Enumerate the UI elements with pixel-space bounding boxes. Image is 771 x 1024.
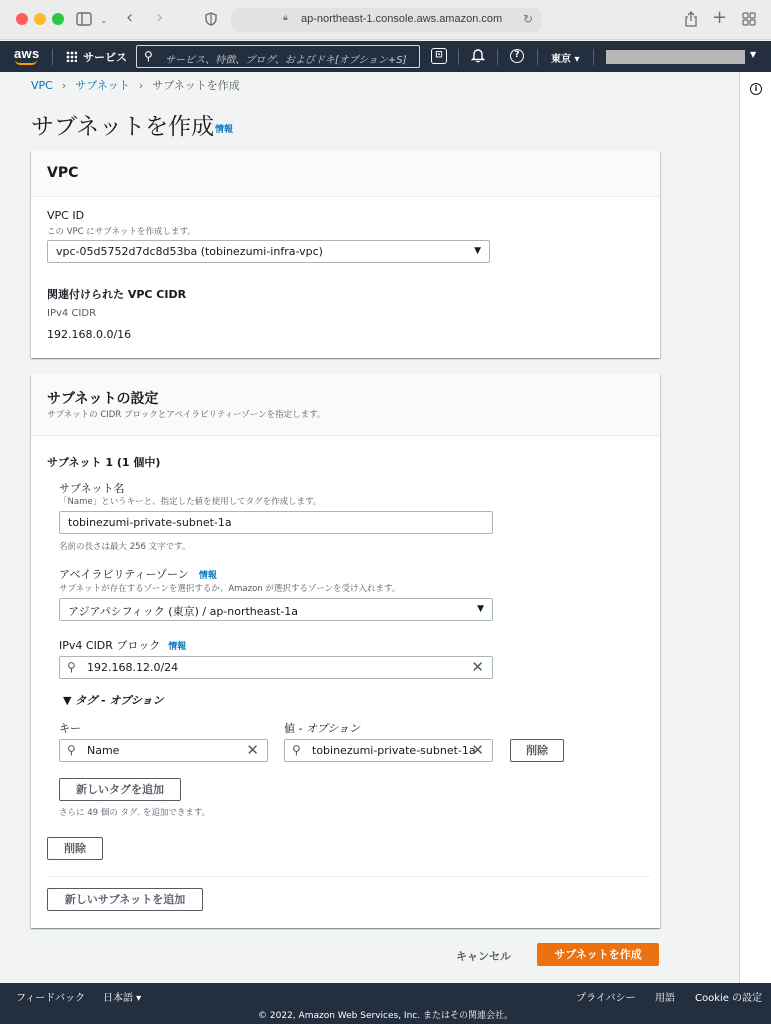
- divider: [47, 876, 650, 877]
- subnet-panel-description: サブネットの CIDR ブロックとアベイラビリティーゾーンを指定します。: [47, 410, 326, 420]
- vpc-id-label: VPC ID: [47, 209, 85, 222]
- page-title: サブネットを作成: [31, 114, 215, 140]
- subnet-name-hint: 名前の長さは最大 256 文字です。: [59, 542, 191, 552]
- vpc-panel: [31, 151, 660, 358]
- vpc-panel-title: VPC: [47, 165, 79, 181]
- search-icon: ⚲: [67, 660, 76, 674]
- tabs-overview-icon[interactable]: [742, 12, 756, 29]
- subnet-1-heading: サブネット 1 (1 個中): [47, 456, 161, 469]
- new-tab-icon[interactable]: +: [712, 7, 728, 28]
- remove-subnet-button[interactable]: 削除: [47, 837, 103, 860]
- aws-logo[interactable]: aws: [14, 46, 40, 61]
- vpc-id-value: vpc-05d5752d7dc8d53ba (tobinezumi-infra-vpc): [56, 245, 323, 258]
- url-text: ap-northeast-1.console.aws.amazon.com: [301, 13, 503, 25]
- page-info-link[interactable]: 情報: [215, 125, 234, 135]
- close-icon[interactable]: ✕: [471, 741, 484, 759]
- address-bar[interactable]: [231, 8, 541, 32]
- tag-key-value: Name: [87, 744, 120, 757]
- help-panel-rail: [739, 72, 771, 983]
- forward-icon[interactable]: ›: [156, 7, 164, 28]
- minimize-window-button[interactable]: [34, 13, 46, 25]
- tag-key-input[interactable]: [59, 739, 268, 762]
- breadcrumb: [31, 77, 240, 93]
- breadcrumb-current: サブネットを作成: [152, 79, 240, 92]
- search-icon: ⚲: [144, 49, 153, 63]
- add-subnet-button[interactable]: 新しいサブネットを追加: [47, 888, 203, 911]
- nav-search-input[interactable]: [136, 45, 420, 68]
- copyright: © 2022, Amazon Web Services, Inc. またはその関連会社。: [258, 1011, 513, 1021]
- close-icon[interactable]: ✕: [246, 741, 259, 759]
- cidr-block-label: IPv4 CIDR ブロック 情報: [59, 639, 187, 652]
- zoom-window-button[interactable]: [52, 13, 64, 25]
- nav-divider: [52, 49, 53, 65]
- cidr-info-link[interactable]: 情報: [168, 642, 187, 652]
- breadcrumb-vpc[interactable]: VPC: [31, 79, 53, 92]
- nav-divider: [537, 49, 538, 65]
- nav-divider: [458, 49, 459, 65]
- vpc-cidr-heading: 関連付けられた VPC CIDR: [47, 288, 187, 301]
- az-description: サブネットが存在するゾーンを選択するか、Amazon が選択するゾーンを受け入れます。: [59, 584, 401, 594]
- caret-down-icon: ▼: [474, 246, 481, 256]
- help-icon[interactable]: ?: [510, 49, 524, 63]
- chevron-down-icon[interactable]: ⌄: [100, 16, 108, 26]
- subnet-panel-header: [31, 374, 660, 436]
- tag-value-label: 値 - オプション: [284, 722, 360, 735]
- remove-tag-button[interactable]: 削除: [510, 739, 564, 762]
- chevron-right-icon: ›: [138, 79, 144, 92]
- shield-icon[interactable]: [205, 12, 217, 29]
- vpc-id-description: この VPC にサブネットを作成します。: [47, 227, 196, 237]
- ipv4-cidr-label: IPv4 CIDR: [47, 308, 97, 319]
- add-tag-button[interactable]: 新しいタグを追加: [59, 778, 181, 801]
- search-icon: ⚲: [292, 743, 301, 757]
- lock-icon: 🔒︎: [283, 13, 288, 23]
- close-window-button[interactable]: [16, 13, 28, 25]
- search-icon: ⚲: [67, 743, 76, 757]
- az-info-link[interactable]: 情報: [198, 571, 217, 581]
- tag-value-value: tobinezumi-private-subnet-1a: [312, 744, 476, 757]
- cancel-button[interactable]: キャンセル: [456, 950, 511, 963]
- account-menu[interactable]: [606, 50, 745, 64]
- cloudshell-icon[interactable]: ⊡: [431, 48, 447, 64]
- tags-toggle[interactable]: ▼ タグ - オプション: [63, 694, 164, 707]
- subnet-name-input[interactable]: [59, 511, 493, 534]
- info-icon[interactable]: i: [750, 83, 762, 95]
- cidr-block-input[interactable]: [59, 656, 493, 679]
- subnet-name-value: tobinezumi-private-subnet-1a: [68, 516, 232, 529]
- sidebar-icon[interactable]: [76, 12, 92, 29]
- nav-divider: [497, 49, 498, 65]
- tag-hint: さらに 49 個の タグ. を追加できます。: [59, 808, 211, 818]
- subnet-settings-panel: [31, 374, 660, 928]
- az-value: アジアパシフィック (東京) / ap-northeast-1a: [68, 605, 299, 618]
- services-label: サービス: [83, 51, 127, 64]
- ipv4-cidr-value: 192.168.0.0/16: [47, 328, 132, 341]
- caret-down-icon: ▼: [477, 604, 484, 614]
- close-icon[interactable]: ✕: [471, 658, 484, 676]
- browser-toolbar: [0, 0, 771, 40]
- grid-icon: [66, 51, 77, 62]
- cookie-settings-link[interactable]: Cookie の設定: [695, 993, 763, 1004]
- az-label: アベイラビリティーゾーン 情報: [59, 568, 217, 581]
- create-subnet-button[interactable]: サブネットを作成: [537, 943, 659, 966]
- language-selector[interactable]: 日本語 ▾: [103, 993, 142, 1004]
- terms-link[interactable]: 用語: [655, 993, 675, 1004]
- tag-value-input[interactable]: [284, 739, 493, 762]
- privacy-link[interactable]: プライバシー: [576, 993, 636, 1004]
- feedback-link[interactable]: フィードバック: [16, 993, 85, 1004]
- services-menu[interactable]: [66, 49, 127, 65]
- az-select[interactable]: [59, 598, 493, 621]
- tag-key-label: キー: [59, 722, 81, 735]
- aws-smile-icon: [15, 60, 37, 65]
- subnet-name-description: 「Name」というキーと、指定した値を使用してタグを作成します。: [59, 497, 322, 507]
- caret-down-icon[interactable]: ▼: [750, 50, 757, 59]
- vpc-panel-header: [31, 151, 660, 197]
- share-icon[interactable]: [684, 11, 698, 30]
- bell-icon[interactable]: [471, 48, 485, 68]
- reload-icon[interactable]: ↻: [522, 12, 533, 26]
- region-selector[interactable]: 東京 ▾: [551, 54, 580, 65]
- breadcrumb-subnets[interactable]: サブネット: [75, 79, 130, 92]
- cidr-block-value: 192.168.12.0/24: [87, 661, 179, 674]
- vpc-id-select[interactable]: [47, 240, 490, 263]
- back-icon[interactable]: ‹: [126, 7, 134, 28]
- chevron-right-icon: ›: [61, 79, 67, 92]
- subnet-panel-title: サブネットの設定: [47, 391, 159, 407]
- subnet-name-label: サブネット名: [59, 482, 125, 495]
- footer: [0, 983, 771, 1024]
- aws-top-nav: [0, 41, 771, 72]
- nav-search-placeholder: サービス、特徴、ブログ、およびドキ[オプション+S]: [165, 55, 407, 66]
- nav-divider: [593, 49, 594, 65]
